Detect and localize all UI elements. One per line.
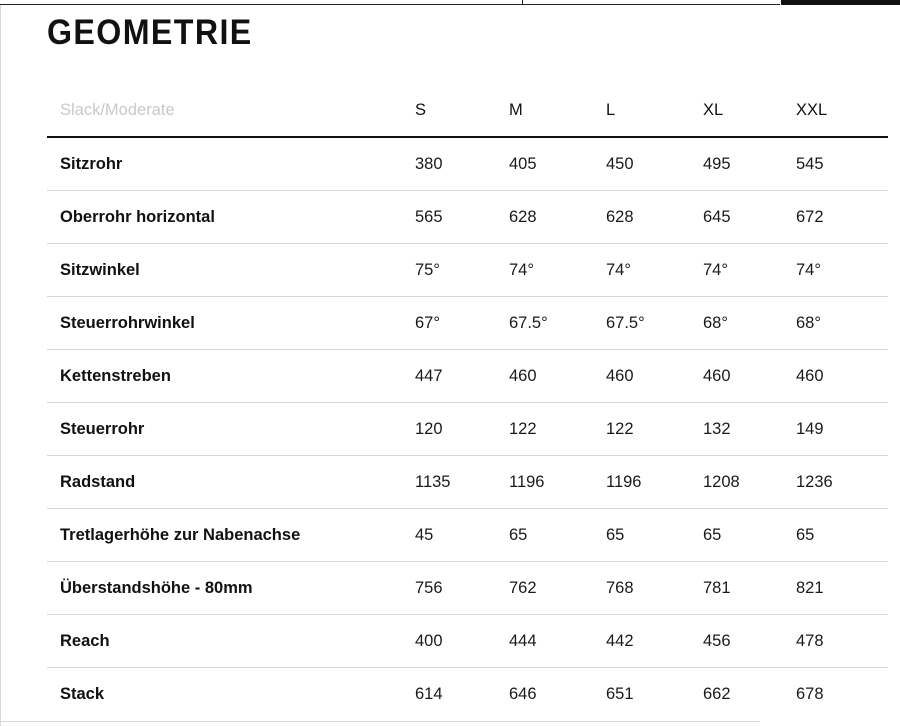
cell-xxl: 478 — [796, 615, 888, 668]
cell-s: 75° — [415, 244, 509, 297]
cell-xxl: 149 — [796, 403, 888, 456]
cell-m: 65 — [509, 509, 606, 562]
size-header-xl: XL — [703, 84, 796, 137]
row-label: Steuerrohrwinkel — [47, 297, 415, 350]
table-row — [47, 562, 888, 615]
row-label: Reach — [47, 615, 415, 668]
cell-m: 762 — [509, 562, 606, 615]
cell-l: 1196 — [606, 456, 703, 509]
cell-xl: 781 — [703, 562, 796, 615]
cell-s: 614 — [415, 684, 443, 703]
cell-xxl: 65 — [796, 509, 888, 562]
cell-m: 122 — [509, 403, 606, 456]
geometry-table — [47, 84, 888, 720]
size-header-m: M — [509, 84, 606, 137]
cell-l: 122 — [606, 403, 703, 456]
table-row — [47, 137, 888, 191]
top-dark-tab — [781, 0, 900, 5]
cell-xl: 132 — [703, 403, 796, 456]
cell-l: 67.5° — [606, 297, 703, 350]
table-row — [47, 615, 888, 668]
cell-xxl: 1236 — [796, 456, 888, 509]
cell-xl: 460 — [703, 350, 796, 403]
top-divider — [522, 0, 523, 5]
cell-m: 1196 — [509, 456, 606, 509]
cell-s: 756 — [415, 562, 509, 615]
table-row — [47, 244, 888, 297]
table-row — [47, 668, 888, 721]
cell-m: 405 — [509, 137, 606, 191]
cell-xxl: 545 — [796, 137, 888, 191]
row-label: Oberrohr horizontal — [47, 191, 415, 244]
cell-xl: 645 — [703, 191, 796, 244]
cell-xl: 456 — [703, 615, 796, 668]
cell-l: 65 — [606, 509, 703, 562]
cell-xl: 68° — [703, 297, 796, 350]
cell-m: 646 — [509, 684, 537, 703]
table-row — [47, 350, 888, 403]
row-label: Steuerrohr — [47, 403, 415, 456]
cell-s: 45 — [415, 509, 509, 562]
cell-xxl: 678 — [796, 684, 824, 703]
table-row — [47, 509, 888, 562]
cell-l: 460 — [606, 350, 703, 403]
cell-l: 74° — [606, 244, 703, 297]
table-row — [47, 456, 888, 509]
row-label: Radstand — [47, 456, 415, 509]
cell-s: 380 — [415, 137, 509, 191]
size-header-l: L — [606, 84, 703, 137]
table-body — [47, 137, 888, 720]
cell-l: 450 — [606, 137, 703, 191]
cell-xxl: 672 — [796, 191, 888, 244]
row-label: Sitzwinkel — [47, 244, 415, 297]
cell-s: 67° — [415, 297, 509, 350]
size-header-s: S — [415, 84, 509, 137]
row-label: Sitzrohr — [47, 137, 415, 191]
row-label: Stack — [60, 684, 105, 703]
cell-xl: 662 — [703, 684, 731, 703]
row-label: Kettenstreben — [47, 350, 415, 403]
header-row — [47, 84, 888, 137]
cell-s: 120 — [415, 403, 509, 456]
left-edge-line — [0, 5, 1, 726]
page-title: GEOMETRIE — [47, 13, 253, 52]
top-border-line — [0, 4, 780, 5]
size-header-xxl: XXL — [796, 84, 888, 137]
cell-xl: 74° — [703, 244, 796, 297]
cell-m: 460 — [509, 350, 606, 403]
row-label: Tretlagerhöhe zur Nabenachse — [47, 509, 415, 562]
cell-m: 444 — [509, 615, 606, 668]
row-label: Überstandshöhe - 80mm — [47, 562, 415, 615]
cell-xl: 65 — [703, 509, 796, 562]
cell-xxl: 460 — [796, 350, 888, 403]
cell-s: 447 — [415, 350, 509, 403]
table-row — [47, 403, 888, 456]
cell-m: 67.5° — [509, 297, 606, 350]
cell-m: 74° — [509, 244, 606, 297]
cell-l: 768 — [606, 562, 703, 615]
geometry-variant-label: Slack/Moderate — [47, 84, 415, 137]
cell-m: 628 — [509, 191, 606, 244]
table-row — [47, 191, 888, 244]
table-row — [47, 297, 888, 350]
cell-xl: 495 — [703, 137, 796, 191]
cell-s: 565 — [415, 191, 509, 244]
bottom-border-line — [0, 721, 760, 722]
cell-xxl: 74° — [796, 244, 888, 297]
cell-xxl: 68° — [796, 297, 888, 350]
table-header — [47, 84, 888, 137]
cell-xxl: 821 — [796, 562, 888, 615]
cell-xl: 1208 — [703, 456, 796, 509]
cell-s: 400 — [415, 615, 509, 668]
cell-s: 1135 — [415, 456, 509, 509]
cell-l: 651 — [606, 684, 634, 703]
cell-l: 628 — [606, 191, 703, 244]
cell-l: 442 — [606, 615, 703, 668]
